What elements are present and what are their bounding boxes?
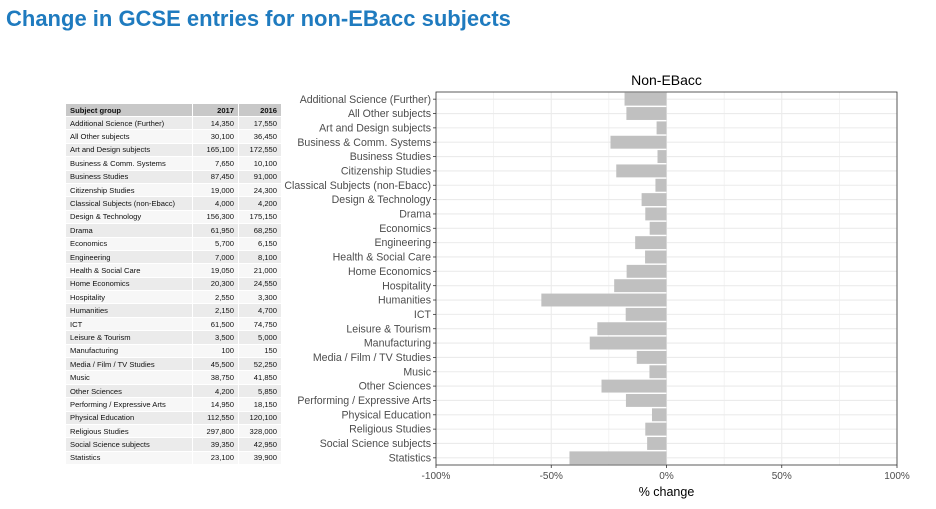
- y-tick-label: ICT: [413, 308, 431, 321]
- value-2017-cell: 61,500: [193, 317, 239, 330]
- y-tick-label: Engineering: [374, 237, 431, 250]
- value-2017-cell: 23,100: [193, 451, 239, 464]
- value-2017-cell: 2,550: [193, 291, 239, 304]
- y-tick-label: Humanities: [378, 294, 431, 307]
- value-2017-cell: 165,100: [193, 143, 239, 156]
- value-2016-cell: 5,850: [239, 384, 282, 397]
- bar: [626, 308, 667, 321]
- subject-cell: Business Studies: [66, 170, 193, 183]
- value-2016-cell: 74,750: [239, 317, 282, 330]
- page-title: Change in GCSE entries for non-EBacc subjects: [6, 6, 511, 31]
- bar: [625, 93, 667, 106]
- y-tick-label: Media / Film / TV Studies: [312, 352, 431, 365]
- value-2016-cell: 52,250: [239, 358, 282, 371]
- value-2016-cell: 6,150: [239, 237, 282, 250]
- y-tick-label: Citizenship Studies: [340, 165, 431, 178]
- bar: [590, 337, 667, 350]
- x-tick-label: 0%: [659, 471, 674, 482]
- bar: [637, 351, 667, 364]
- value-2017-cell: 14,950: [193, 398, 239, 411]
- value-2017-cell: 19,000: [193, 183, 239, 196]
- value-2017-cell: 7,000: [193, 250, 239, 263]
- y-tick-label: Additional Science (Further): [299, 93, 431, 106]
- header-subject-group: Subject group: [66, 104, 193, 117]
- bar: [597, 322, 666, 335]
- x-axis-label: % change: [638, 485, 695, 499]
- bar: [627, 265, 667, 278]
- value-2016-cell: 91,000: [239, 170, 282, 183]
- y-tick-label: Health & Social Care: [332, 251, 431, 264]
- subject-cell: Statistics: [66, 451, 193, 464]
- value-2016-cell: 150: [239, 344, 282, 357]
- value-2016-cell: 4,200: [239, 197, 282, 210]
- bar: [645, 251, 666, 264]
- y-tick-label: Classical Subjects (non-Ebacc): [284, 179, 431, 192]
- bar: [635, 236, 666, 249]
- bar: [650, 222, 667, 235]
- bar: [601, 380, 666, 393]
- subject-cell: Music: [66, 371, 193, 384]
- x-tick-label: -50%: [539, 471, 563, 482]
- value-2017-cell: 7,650: [193, 157, 239, 170]
- y-tick-label: Music: [403, 366, 431, 379]
- y-tick-label: Manufacturing: [363, 337, 431, 350]
- value-2016-cell: 39,900: [239, 451, 282, 464]
- bar: [610, 136, 666, 149]
- bar: [541, 294, 666, 307]
- y-tick-label: Art and Design subjects: [319, 122, 431, 135]
- bar: [626, 394, 667, 407]
- value-2017-cell: 87,450: [193, 170, 239, 183]
- value-2016-cell: 24,300: [239, 183, 282, 196]
- header-2016: 2016: [239, 104, 282, 117]
- y-tick-label: Social Science subjects: [319, 438, 431, 451]
- value-2016-cell: 175,150: [239, 210, 282, 223]
- subject-cell: Religious Studies: [66, 424, 193, 437]
- bar: [645, 423, 666, 436]
- subject-cell: Media / Film / TV Studies: [66, 358, 193, 371]
- y-tick-label: All Other subjects: [347, 108, 431, 121]
- subject-cell: Health & Social Care: [66, 264, 193, 277]
- value-2016-cell: 41,850: [239, 371, 282, 384]
- value-2017-cell: 112,550: [193, 411, 239, 424]
- bar: [649, 365, 666, 378]
- y-tick-label: Economics: [379, 222, 431, 235]
- bar: [614, 279, 666, 292]
- value-2016-cell: 5,000: [239, 331, 282, 344]
- y-tick-label: Business Studies: [349, 151, 431, 164]
- bar: [626, 107, 666, 120]
- value-2017-cell: 20,300: [193, 277, 239, 290]
- value-2016-cell: 68,250: [239, 224, 282, 237]
- y-tick-label: Religious Studies: [349, 423, 431, 436]
- y-tick-label: Leisure & Tourism: [346, 323, 431, 336]
- value-2016-cell: 10,100: [239, 157, 282, 170]
- value-2017-cell: 4,200: [193, 384, 239, 397]
- subject-cell: Social Science subjects: [66, 438, 193, 451]
- value-2016-cell: 17,550: [239, 117, 282, 130]
- subject-cell: Home Economics: [66, 277, 193, 290]
- subject-cell: Classical Subjects (non-Ebacc): [66, 197, 193, 210]
- subject-cell: Manufacturing: [66, 344, 193, 357]
- x-tick-label: -100%: [421, 471, 451, 482]
- value-2017-cell: 5,700: [193, 237, 239, 250]
- subject-cell: Physical Education: [66, 411, 193, 424]
- value-2017-cell: 100: [193, 344, 239, 357]
- y-tick-label: Hospitality: [382, 280, 431, 293]
- bar: [569, 451, 666, 464]
- value-2016-cell: 8,100: [239, 250, 282, 263]
- chart-title: Non-EBacc: [631, 72, 702, 88]
- value-2017-cell: 30,100: [193, 130, 239, 143]
- value-2017-cell: 61,950: [193, 224, 239, 237]
- bar: [652, 408, 667, 421]
- value-2016-cell: 120,100: [239, 411, 282, 424]
- x-tick-label: 50%: [771, 471, 792, 482]
- subject-cell: Drama: [66, 224, 193, 237]
- y-tick-label: Design & Technology: [331, 194, 431, 207]
- subject-cell: Humanities: [66, 304, 193, 317]
- bar: [645, 207, 666, 220]
- value-2017-cell: 156,300: [193, 210, 239, 223]
- subject-cell: Other Sciences: [66, 384, 193, 397]
- value-2016-cell: 36,450: [239, 130, 282, 143]
- subject-cell: Art and Design subjects: [66, 143, 193, 156]
- subject-cell: Leisure & Tourism: [66, 331, 193, 344]
- y-tick-label: Statistics: [388, 452, 431, 465]
- value-2016-cell: 42,950: [239, 438, 282, 451]
- header-2017: 2017: [193, 104, 239, 117]
- y-tick-label: Performing / Expressive Arts: [297, 395, 431, 408]
- bar: [655, 179, 666, 192]
- bar: [642, 193, 667, 206]
- x-tick-label: 100%: [884, 471, 910, 482]
- value-2017-cell: 14,350: [193, 117, 239, 130]
- subject-cell: Economics: [66, 237, 193, 250]
- subject-cell: Design & Technology: [66, 210, 193, 223]
- y-tick-label: Physical Education: [341, 409, 431, 422]
- value-2016-cell: 3,300: [239, 291, 282, 304]
- subject-cell: Engineering: [66, 250, 193, 263]
- subject-cell: Citizenship Studies: [66, 183, 193, 196]
- bar: [616, 164, 666, 177]
- value-2017-cell: 4,000: [193, 197, 239, 210]
- bar: [658, 150, 667, 163]
- value-2017-cell: 45,500: [193, 358, 239, 371]
- value-2017-cell: 39,350: [193, 438, 239, 451]
- value-2016-cell: 4,700: [239, 304, 282, 317]
- value-2016-cell: 18,150: [239, 398, 282, 411]
- bar: [647, 437, 666, 450]
- subject-cell: Performing / Expressive Arts: [66, 398, 193, 411]
- subject-cell: Hospitality: [66, 291, 193, 304]
- y-tick-label: Business & Comm. Systems: [297, 136, 431, 149]
- value-2017-cell: 38,750: [193, 371, 239, 384]
- subject-cell: Business & Comm. Systems: [66, 157, 193, 170]
- value-2016-cell: 24,550: [239, 277, 282, 290]
- subject-cell: ICT: [66, 317, 193, 330]
- value-2017-cell: 297,800: [193, 424, 239, 437]
- subject-cell: All Other subjects: [66, 130, 193, 143]
- value-2017-cell: 19,050: [193, 264, 239, 277]
- value-2016-cell: 328,000: [239, 424, 282, 437]
- subject-cell: Additional Science (Further): [66, 117, 193, 130]
- value-2016-cell: 21,000: [239, 264, 282, 277]
- y-tick-label: Home Economics: [347, 265, 431, 278]
- value-2017-cell: 2,150: [193, 304, 239, 317]
- y-tick-label: Drama: [399, 208, 431, 221]
- value-2017-cell: 3,500: [193, 331, 239, 344]
- bar: [657, 121, 667, 134]
- value-2016-cell: 172,550: [239, 143, 282, 156]
- y-tick-label: Other Sciences: [358, 380, 431, 393]
